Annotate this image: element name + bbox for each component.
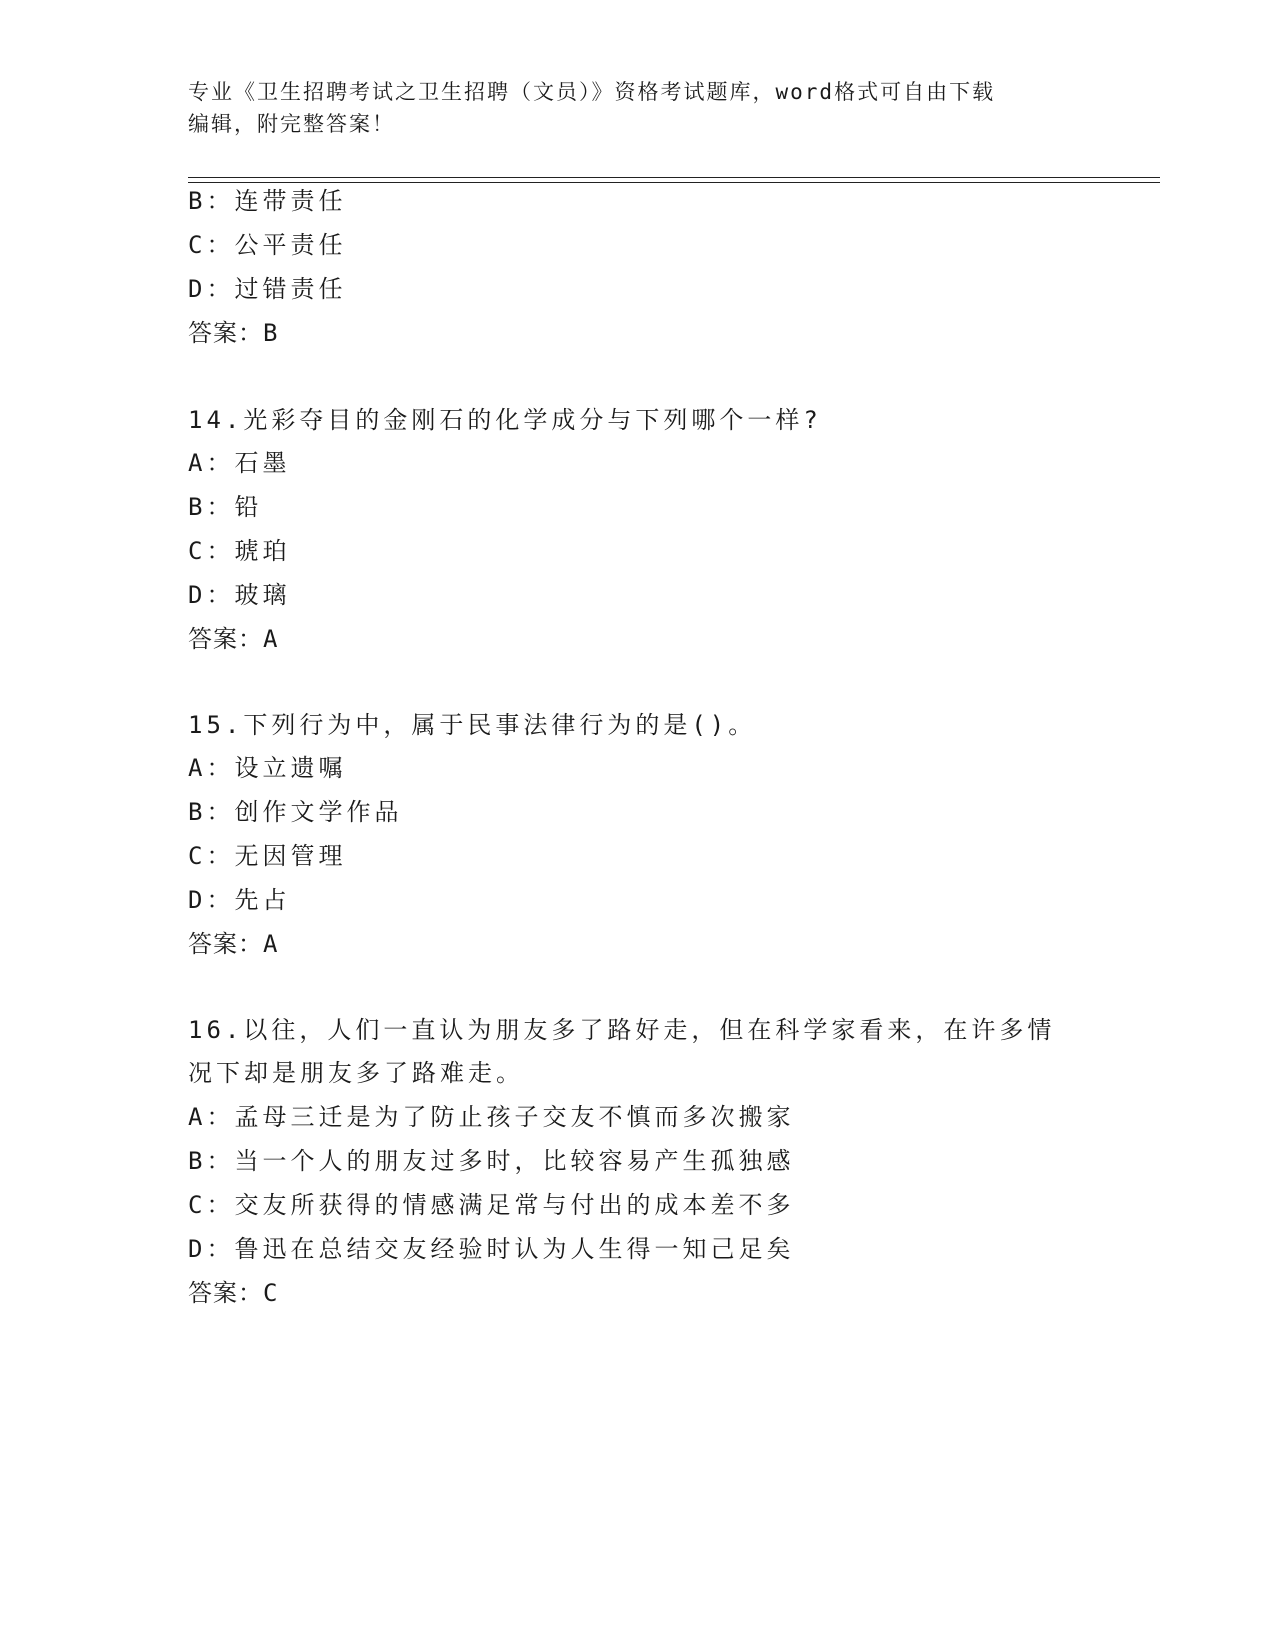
q16-option-c: C：交友所获得的情感满足常与付出的成本差不多 bbox=[188, 1191, 795, 1219]
answer-value: A bbox=[263, 930, 279, 958]
q14-option-a: A：石墨 bbox=[188, 449, 291, 477]
header-line-2: 编辑，附完整答案！ bbox=[188, 112, 395, 136]
answer-value: C bbox=[263, 1279, 279, 1307]
q15-option-d: D：先占 bbox=[188, 886, 291, 914]
q13-answer bbox=[188, 318, 278, 348]
answer-label: 答案： bbox=[188, 1279, 263, 1307]
q16-option-d: D：鲁迅在总结交友经验时认为人生得一知己足矣 bbox=[188, 1235, 795, 1263]
q15-option-b: B：创作文学作品 bbox=[188, 798, 403, 826]
answer-value: B bbox=[263, 319, 279, 347]
q14-option-d: D：玻璃 bbox=[188, 581, 291, 609]
answer-label: 答案： bbox=[188, 319, 263, 347]
answer-label: 答案： bbox=[188, 930, 263, 958]
q16-question-line-2: 况下却是朋友多了路难走。 bbox=[188, 1059, 524, 1087]
q14-option-c: C：琥珀 bbox=[188, 537, 291, 565]
q13-option-c: C：公平责任 bbox=[188, 231, 347, 259]
answer-label: 答案： bbox=[188, 625, 263, 653]
q16-option-a: A：孟母三迁是为了防止孩子交友不慎而多次搬家 bbox=[188, 1103, 795, 1131]
q15-answer bbox=[188, 929, 278, 959]
q15-question: 15.下列行为中，属于民事法律行为的是()。 bbox=[188, 711, 757, 739]
q14-option-b: B：铅 bbox=[188, 493, 263, 521]
q16-question-line-1: 16.以往，人们一直认为朋友多了路好走，但在科学家看来，在许多情 bbox=[188, 1016, 1056, 1044]
q14-question: 14.光彩夺目的金刚石的化学成分与下列哪个一样? bbox=[188, 406, 822, 434]
q13-option-b: B：连带责任 bbox=[188, 187, 347, 215]
q16-option-b: B：当一个人的朋友过多时，比较容易产生孤独感 bbox=[188, 1147, 795, 1175]
header-divider-top bbox=[188, 177, 1160, 178]
q14-answer bbox=[188, 624, 278, 654]
q15-option-c: C：无因管理 bbox=[188, 842, 347, 870]
header-divider-bottom bbox=[188, 182, 1160, 183]
q13-option-d: D：过错责任 bbox=[188, 275, 347, 303]
answer-value: A bbox=[263, 625, 279, 653]
q16-answer bbox=[188, 1278, 278, 1308]
document-header bbox=[188, 76, 1088, 140]
q15-option-a: A：设立遗嘱 bbox=[188, 754, 347, 782]
header-line-1: 专业《卫生招聘考试之卫生招聘（文员）》资格考试题库，word格式可自由下载 bbox=[188, 80, 996, 104]
